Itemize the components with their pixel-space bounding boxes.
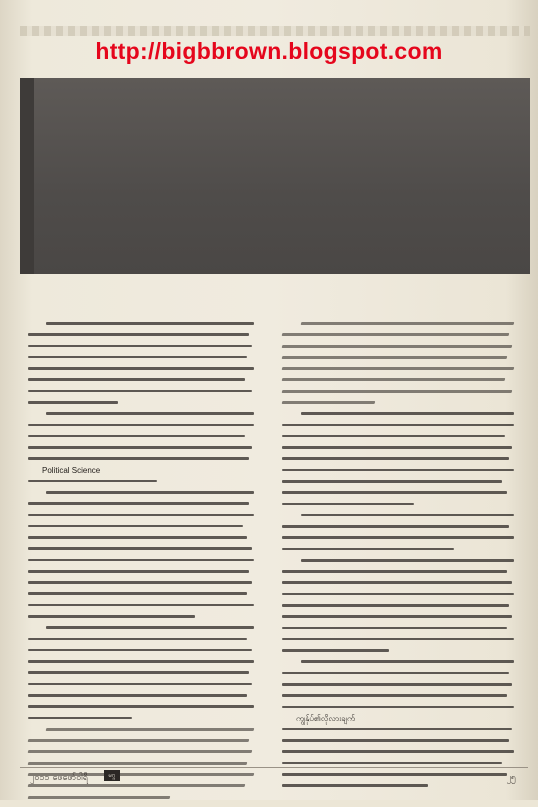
text-line bbox=[46, 491, 254, 494]
text-line bbox=[28, 424, 254, 427]
text-line bbox=[46, 412, 254, 415]
text-line bbox=[282, 627, 507, 630]
text-line bbox=[282, 581, 512, 584]
text-line bbox=[301, 559, 514, 562]
text-line bbox=[28, 480, 157, 483]
text-line bbox=[46, 322, 254, 325]
text-line bbox=[301, 514, 514, 517]
text-line bbox=[28, 559, 254, 562]
left-text-column bbox=[28, 322, 254, 807]
footer-logo-badge: မဂ္ဂ bbox=[104, 770, 120, 781]
text-line bbox=[28, 390, 252, 393]
text-line bbox=[282, 762, 502, 765]
text-line bbox=[28, 796, 171, 799]
text-line bbox=[28, 694, 247, 697]
text-line bbox=[282, 435, 505, 438]
text-line bbox=[28, 435, 245, 438]
text-paragraph bbox=[28, 412, 254, 482]
text-line bbox=[28, 570, 249, 573]
watermark-url: http://bigbbrown.blogspot.com bbox=[95, 38, 443, 64]
text-line bbox=[282, 638, 514, 641]
text-paragraph bbox=[282, 412, 514, 505]
text-line bbox=[282, 728, 512, 731]
text-line bbox=[282, 604, 509, 607]
text-line bbox=[282, 672, 509, 675]
text-line bbox=[28, 717, 132, 720]
text-line bbox=[282, 503, 414, 506]
text-line bbox=[28, 750, 252, 753]
text-line bbox=[28, 401, 118, 404]
text-line bbox=[301, 412, 514, 415]
text-line bbox=[28, 592, 247, 595]
text-line bbox=[282, 367, 515, 370]
header-strip bbox=[20, 26, 530, 36]
text-line bbox=[28, 367, 254, 370]
text-line bbox=[28, 762, 248, 765]
text-line bbox=[282, 536, 514, 539]
text-line bbox=[282, 333, 510, 336]
text-paragraph bbox=[28, 322, 254, 404]
text-line bbox=[28, 683, 252, 686]
text-line bbox=[282, 480, 502, 483]
footer-issue-date: ၂၀၁၁ ဖေဖော်ဝါရီ bbox=[30, 773, 89, 783]
text-line bbox=[300, 322, 514, 325]
text-line bbox=[28, 356, 247, 359]
text-line bbox=[282, 356, 508, 359]
text-line bbox=[28, 446, 252, 449]
text-line bbox=[282, 784, 428, 787]
text-line bbox=[282, 739, 509, 742]
text-line bbox=[28, 739, 250, 742]
text-line bbox=[28, 638, 247, 641]
text-paragraph bbox=[28, 728, 254, 798]
text-line bbox=[282, 469, 514, 472]
text-line bbox=[282, 390, 512, 393]
text-line bbox=[28, 615, 195, 618]
text-line bbox=[28, 581, 252, 584]
text-line bbox=[282, 706, 514, 709]
page-number: ၂၅ bbox=[506, 773, 516, 783]
political-science-term: Political Science bbox=[42, 465, 101, 475]
text-line bbox=[28, 604, 254, 607]
text-line bbox=[28, 660, 254, 663]
text-line bbox=[28, 378, 245, 381]
text-line bbox=[282, 773, 507, 776]
text-line bbox=[282, 694, 507, 697]
text-line bbox=[28, 502, 249, 505]
footer-rule bbox=[20, 767, 528, 768]
text-line bbox=[28, 705, 254, 708]
text-line bbox=[282, 683, 512, 686]
text-line bbox=[282, 491, 507, 494]
header-image-banner bbox=[20, 78, 530, 274]
text-paragraph bbox=[282, 514, 514, 550]
highlighted-phrase: ကျွန်ုပ်၏လိုလားချက် bbox=[296, 713, 355, 723]
text-line bbox=[46, 728, 254, 731]
text-line bbox=[28, 514, 254, 517]
text-paragraph bbox=[282, 559, 514, 652]
text-line bbox=[46, 626, 254, 629]
text-line bbox=[301, 660, 514, 663]
text-line bbox=[28, 671, 249, 674]
text-line bbox=[28, 536, 247, 539]
text-line bbox=[282, 457, 509, 460]
text-line bbox=[28, 333, 249, 336]
right-text-column bbox=[282, 322, 514, 796]
text-line bbox=[282, 345, 512, 348]
text-paragraph bbox=[282, 322, 514, 404]
text-line bbox=[28, 525, 243, 528]
text-line bbox=[282, 525, 509, 528]
text-line bbox=[282, 401, 375, 404]
text-line bbox=[282, 649, 389, 652]
text-line bbox=[282, 446, 512, 449]
text-paragraph bbox=[28, 491, 254, 618]
text-line bbox=[28, 457, 249, 460]
text-line bbox=[28, 649, 252, 652]
banner-edge bbox=[20, 78, 34, 274]
text-paragraph bbox=[28, 626, 254, 719]
text-line bbox=[282, 750, 514, 753]
text-line bbox=[282, 570, 507, 573]
text-line bbox=[282, 378, 505, 381]
text-line bbox=[282, 424, 514, 427]
text-line bbox=[28, 345, 252, 348]
text-line bbox=[282, 615, 512, 618]
text-line bbox=[282, 593, 514, 596]
text-line bbox=[28, 547, 252, 550]
text-line bbox=[282, 548, 454, 551]
